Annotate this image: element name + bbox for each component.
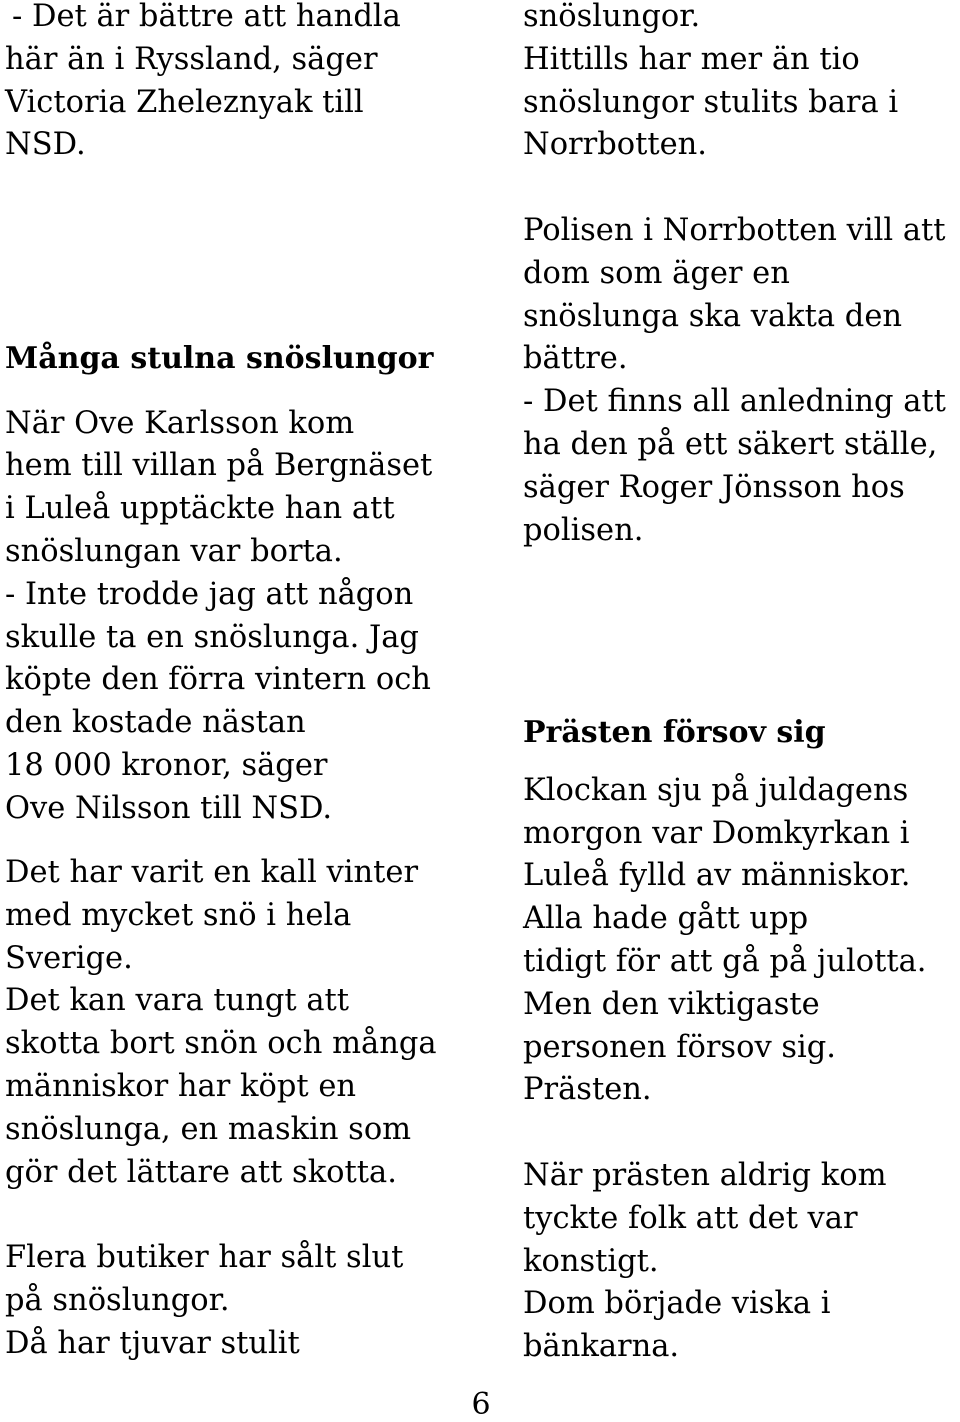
text-line: NSD. — [5, 127, 86, 163]
text-line: personen försov sig. — [523, 1029, 836, 1065]
section-heading: Många stulna snöslungor — [5, 341, 434, 377]
text-line: Det kan vara tungt att — [5, 983, 350, 1019]
text-line: säger Roger Jönsson hos — [523, 469, 905, 505]
text-line: hem till villan på Bergnäset — [5, 448, 433, 484]
text-line: tyckte folk att det var — [523, 1200, 858, 1236]
text-line: Det har varit en kall vinter — [5, 854, 419, 890]
text-line: skulle ta en snöslunga. Jag — [5, 619, 419, 655]
paragraph — [523, 0, 958, 167]
text-line: Flera butiker har sålt slut — [5, 1240, 404, 1276]
text-line: här än i Ryssland, säger — [5, 41, 378, 77]
section-heading: Prästen försov sig — [523, 714, 826, 750]
text-line: Dom började viska i — [523, 1286, 831, 1322]
text-line: skotta bort snön och många — [5, 1026, 437, 1062]
text-line: bättre. — [523, 341, 628, 377]
text-line: ha den på ett säkert ställe, — [523, 426, 938, 462]
spacer — [5, 381, 505, 402]
paragraph — [523, 770, 958, 1112]
text-line: - Det finns all anledning att — [523, 384, 946, 420]
text-line: snöslunga ska vakta den — [523, 298, 903, 334]
text-line: Norrbotten. — [523, 127, 707, 163]
text-line: Polisen i Norrbotten vill att — [523, 212, 946, 248]
text-line: morgon var Domkyrkan i — [523, 815, 910, 851]
text-line: 18 000 kronor, säger — [5, 747, 328, 783]
spacer — [523, 1112, 958, 1155]
spacer — [5, 1194, 505, 1237]
text-line: - Inte trodde jag att någon — [5, 576, 414, 612]
spacer — [523, 755, 958, 770]
paragraph — [5, 852, 505, 1194]
spacer — [523, 552, 958, 712]
text-line: Victoria Zheleznyak till — [5, 84, 364, 120]
text-line: snöslunga, en maskin som — [5, 1111, 412, 1147]
right-column — [523, 0, 958, 1369]
paragraph — [5, 0, 505, 167]
text-line: snöslungan var borta. — [5, 533, 343, 569]
text-line: Hittills har mer än tio — [523, 41, 860, 77]
spacer — [5, 831, 505, 852]
text-line: Ove Nilsson till NSD. — [5, 790, 333, 826]
text-line: i Luleå upptäckte han att — [5, 491, 395, 527]
left-column — [5, 0, 505, 1365]
text-line: Men den viktigaste — [523, 986, 820, 1022]
page-number: 6 — [471, 1387, 491, 1422]
text-line: snöslungor. — [523, 0, 701, 34]
text-line: den kostade nästan — [5, 705, 306, 741]
paragraph — [5, 403, 505, 831]
text-line: på snöslungor. — [5, 1282, 230, 1318]
paragraph — [5, 1237, 505, 1365]
text-line: - Det är bättre att handla — [12, 0, 401, 34]
text-line: Luleå fylld av människor. — [523, 858, 911, 894]
text-line: polisen. — [523, 512, 644, 548]
text-line: Klockan sju på juldagens — [523, 772, 909, 808]
text-line: dom som äger en — [523, 255, 790, 291]
paragraph — [523, 210, 958, 552]
text-line: köpte den förra vintern och — [5, 662, 431, 698]
spacer — [523, 167, 958, 210]
text-line: Sverige. — [5, 940, 133, 976]
text-line: snöslungor stulits bara i — [523, 84, 899, 120]
text-line: När prästen aldrig kom — [523, 1157, 887, 1193]
text-line: gör det lättare att skotta. — [5, 1154, 397, 1190]
spacer — [5, 167, 505, 338]
paragraph — [523, 1155, 958, 1369]
text-line: tidigt för att gå på julotta. — [523, 943, 927, 979]
text-line: Prästen. — [523, 1072, 652, 1108]
text-line: Alla hade gått upp — [523, 901, 809, 937]
text-line: med mycket snö i hela — [5, 897, 352, 933]
text-line: bänkarna. — [523, 1329, 680, 1365]
text-line: konstigt. — [523, 1243, 659, 1279]
text-line: människor har köpt en — [5, 1068, 357, 1104]
text-line: När Ove Karlsson kom — [5, 405, 355, 441]
text-line: Då har tjuvar stulit — [5, 1325, 300, 1361]
